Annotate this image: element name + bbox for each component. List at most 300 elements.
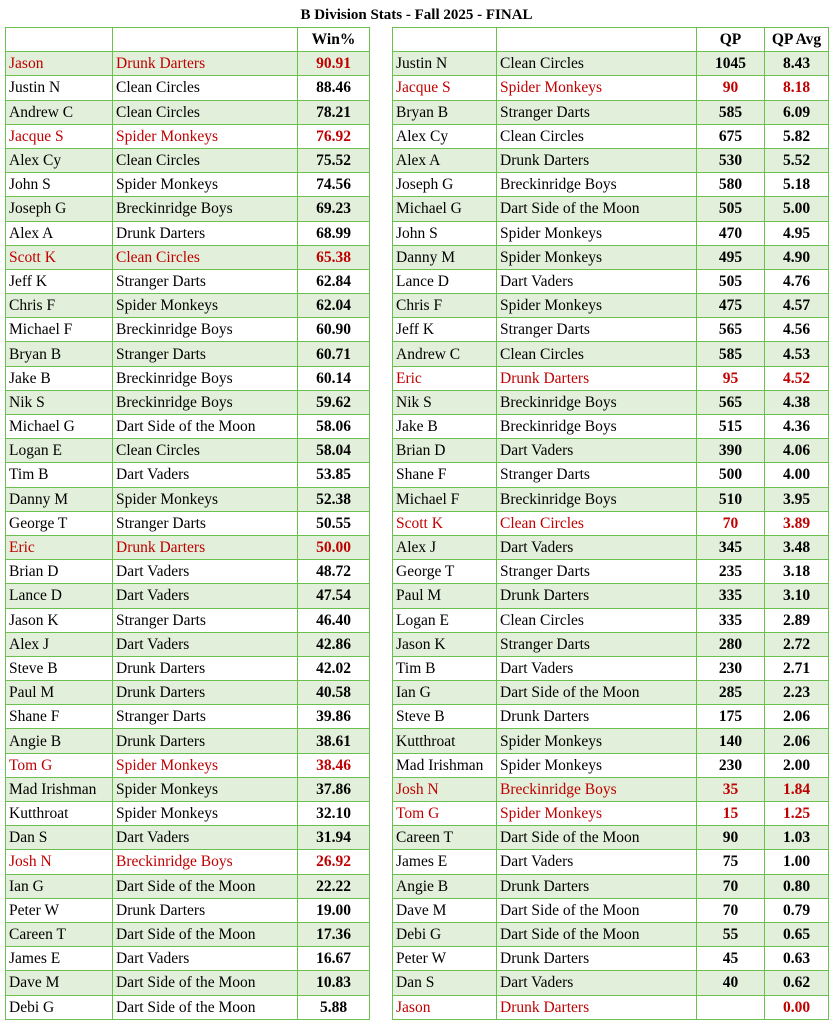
quality-points-cell: 40 [697,971,765,995]
player-name-cell: Debi G [393,922,497,946]
win-percentage-cell: 69.23 [298,197,370,221]
table-row [393,802,829,826]
table-row [6,148,370,172]
win-percentage-cell: 68.99 [298,221,370,245]
win-percentage-cell: 75.52 [298,148,370,172]
quality-points-cell: 565 [697,318,765,342]
team-name-cell: Drunk Darters [113,681,298,705]
quality-points-cell: 475 [697,294,765,318]
player-name-cell: Lance D [6,584,113,608]
qp-average-cell: 2.89 [765,608,829,632]
quality-points-cell [697,995,765,1019]
qp-average-cell: 2.71 [765,656,829,680]
qp-average-cell: 4.53 [765,342,829,366]
team-name-cell: Spider Monkeys [497,76,697,100]
table-row [393,850,829,874]
player-name-cell: Debi G [6,995,113,1019]
team-name-cell: Dart Vaders [113,826,298,850]
team-name-cell: Dart Side of the Moon [113,415,298,439]
player-name-cell: Kutthroat [393,729,497,753]
qp-average-cell: 1.03 [765,826,829,850]
table-row [6,560,370,584]
win-percentage-cell: 37.86 [298,777,370,801]
player-name-cell: Michael F [6,318,113,342]
table-row [393,76,829,100]
quality-points-cell: 515 [697,415,765,439]
qp-average-cell: 4.76 [765,269,829,293]
team-name-cell: Dart Vaders [497,971,697,995]
table-row [393,584,829,608]
quality-points-cell: 140 [697,729,765,753]
player-name-cell: Jason [6,52,113,76]
player-name-cell: Dan S [393,971,497,995]
team-name-cell: Clean Circles [497,608,697,632]
player-name-cell: Chris F [6,294,113,318]
win-percentage-cell: 74.56 [298,173,370,197]
team-name-cell: Breckinridge Boys [113,318,298,342]
team-name-cell: Drunk Darters [113,52,298,76]
team-name-cell: Breckinridge Boys [113,197,298,221]
team-name-cell: Breckinridge Boys [113,390,298,414]
table-row [6,874,370,898]
win-percentage-cell: 19.00 [298,898,370,922]
team-name-cell: Spider Monkeys [113,487,298,511]
team-name-cell: Drunk Darters [113,221,298,245]
player-name-cell: James E [393,850,497,874]
team-name-cell: Dart Vaders [113,947,298,971]
quality-points-cell: 90 [697,76,765,100]
player-name-cell: Shane F [393,463,497,487]
quality-points-cell: 510 [697,487,765,511]
win-percentage-cell: 26.92 [298,850,370,874]
player-name-cell: Jake B [393,415,497,439]
player-name-cell: Peter W [393,947,497,971]
column-header [6,28,113,52]
player-name-cell: Brian D [6,560,113,584]
win-percentage-cell: 46.40 [298,608,370,632]
player-name-cell: Tom G [6,753,113,777]
win-percentage-cell: 53.85 [298,463,370,487]
team-name-cell: Clean Circles [497,52,697,76]
win-percentage-cell: 58.06 [298,415,370,439]
table-row [6,753,370,777]
team-name-cell: Drunk Darters [497,705,697,729]
player-name-cell: Steve B [6,656,113,680]
player-name-cell: Justin N [6,76,113,100]
player-name-cell: Steve B [393,705,497,729]
table-row [6,124,370,148]
player-name-cell: George T [393,560,497,584]
table-row [393,148,829,172]
qp-average-cell: 4.52 [765,366,829,390]
win-percentage-cell: 5.88 [298,995,370,1019]
table-row [6,294,370,318]
team-name-cell: Stranger Darts [113,608,298,632]
table-row [6,947,370,971]
team-name-cell: Drunk Darters [497,995,697,1019]
player-name-cell: Eric [393,366,497,390]
win-percentage-cell: 60.90 [298,318,370,342]
table-row [393,753,829,777]
table-row [6,415,370,439]
quality-points-cell: 1045 [697,52,765,76]
win-percentage-cell: 50.55 [298,511,370,535]
player-name-cell: Michael G [393,197,497,221]
qp-average-cell: 1.25 [765,802,829,826]
qp-average-cell: 4.57 [765,294,829,318]
table-row [6,100,370,124]
team-name-cell: Breckinridge Boys [113,366,298,390]
table-row [393,826,829,850]
page-title: B Division Stats - Fall 2025 - FINAL [300,7,533,23]
win-percentage-cell: 38.46 [298,753,370,777]
team-name-cell: Spider Monkeys [113,124,298,148]
player-name-cell: Shane F [6,705,113,729]
table-row [393,777,829,801]
quality-points-cell: 15 [697,802,765,826]
qp-average-cell: 0.80 [765,874,829,898]
quality-points-cell: 530 [697,148,765,172]
team-name-cell: Clean Circles [113,100,298,124]
player-name-cell: Nik S [393,390,497,414]
player-name-cell: Peter W [6,898,113,922]
table-row [6,197,370,221]
table-row [6,681,370,705]
quality-points-cell: 580 [697,173,765,197]
win-percentage-cell: 58.04 [298,439,370,463]
team-name-cell: Stranger Darts [113,342,298,366]
quality-points-cell: 285 [697,681,765,705]
team-name-cell: Dart Vaders [113,584,298,608]
table-row [393,681,829,705]
team-name-cell: Dart Side of the Moon [497,922,697,946]
quality-points-cell: 500 [697,463,765,487]
table-row [393,705,829,729]
player-name-cell: Jeff K [393,318,497,342]
qp-average-cell: 5.52 [765,148,829,172]
team-name-cell: Dart Vaders [497,439,697,463]
qp-average-cell: 0.00 [765,995,829,1019]
quality-points-cell: 505 [697,197,765,221]
table-row [6,802,370,826]
qp-average-cell: 5.00 [765,197,829,221]
quality-points-cell: 230 [697,656,765,680]
team-name-cell: Clean Circles [497,342,697,366]
qp-average-cell: 0.65 [765,922,829,946]
column-header: Win% [298,28,370,52]
quality-points-cell: 585 [697,342,765,366]
table-row [393,656,829,680]
table-row [6,922,370,946]
table-row [6,463,370,487]
team-name-cell: Dart Vaders [497,535,697,559]
quality-points-cell: 95 [697,366,765,390]
quality-points-cell: 70 [697,874,765,898]
team-name-cell: Breckinridge Boys [497,390,697,414]
team-name-cell: Spider Monkeys [113,777,298,801]
player-name-cell: Jason [393,995,497,1019]
quality-points-cell: 70 [697,511,765,535]
win-percentage-cell: 50.00 [298,535,370,559]
table-row [393,729,829,753]
player-name-cell: Danny M [393,245,497,269]
table-row [393,922,829,946]
team-name-cell: Stranger Darts [497,560,697,584]
team-name-cell: Clean Circles [113,245,298,269]
player-name-cell: Alex J [6,632,113,656]
quality-points-cell: 70 [697,898,765,922]
quality-points-cell: 505 [697,269,765,293]
team-name-cell: Dart Vaders [497,656,697,680]
win-percentage-cell: 65.38 [298,245,370,269]
win-percentage-cell: 40.58 [298,681,370,705]
team-name-cell: Breckinridge Boys [497,487,697,511]
team-name-cell: Drunk Darters [113,729,298,753]
win-percentage-cell: 59.62 [298,390,370,414]
win-percentage-cell: 78.21 [298,100,370,124]
win-percentage-cell: 42.86 [298,632,370,656]
player-name-cell: Bryan B [6,342,113,366]
table-row [393,463,829,487]
team-name-cell: Breckinridge Boys [497,415,697,439]
qp-average-cell: 4.38 [765,390,829,414]
table-row [393,560,829,584]
qp-average-cell: 4.36 [765,415,829,439]
quality-points-cell: 565 [697,390,765,414]
win-percentage-cell: 10.83 [298,971,370,995]
qp-average-cell: 1.00 [765,850,829,874]
team-name-cell: Drunk Darters [113,535,298,559]
qp-average-cell: 6.09 [765,100,829,124]
team-name-cell: Breckinridge Boys [497,173,697,197]
win-percentage-cell: 60.71 [298,342,370,366]
team-name-cell: Clean Circles [113,148,298,172]
table-row [6,995,370,1019]
team-name-cell: Spider Monkeys [497,221,697,245]
player-name-cell: Angie B [6,729,113,753]
player-name-cell: Jacque S [393,76,497,100]
table-row [393,947,829,971]
player-name-cell: Ian G [393,681,497,705]
quality-points-cell: 235 [697,560,765,584]
team-name-cell: Dart Side of the Moon [497,826,697,850]
player-name-cell: Dan S [6,826,113,850]
qp-average-cell: 2.06 [765,729,829,753]
team-name-cell: Drunk Darters [497,947,697,971]
table-header-row [393,28,829,52]
player-name-cell: Chris F [393,294,497,318]
qp-average-cell: 0.62 [765,971,829,995]
table-row [393,269,829,293]
table-row [6,584,370,608]
team-name-cell: Drunk Darters [113,656,298,680]
team-name-cell: Spider Monkeys [113,753,298,777]
team-name-cell: Dart Side of the Moon [497,898,697,922]
quality-points-cell: 75 [697,850,765,874]
player-name-cell: Bryan B [393,100,497,124]
player-name-cell: Mad Irishman [393,753,497,777]
player-name-cell: Joseph G [393,173,497,197]
team-name-cell: Dart Side of the Moon [113,874,298,898]
quality-points-cell: 335 [697,608,765,632]
table-row [393,390,829,414]
team-name-cell: Stranger Darts [113,705,298,729]
team-name-cell: Dart Vaders [113,560,298,584]
player-name-cell: Ian G [6,874,113,898]
team-name-cell: Breckinridge Boys [497,777,697,801]
table-row [6,318,370,342]
team-name-cell: Spider Monkeys [497,802,697,826]
quality-points-cell: 345 [697,535,765,559]
team-name-cell: Stranger Darts [497,463,697,487]
qp-average-cell: 3.18 [765,560,829,584]
qp-average-cell: 2.00 [765,753,829,777]
table-row [393,898,829,922]
player-name-cell: Mad Irishman [6,777,113,801]
table-row [6,269,370,293]
win-percentage-cell: 42.02 [298,656,370,680]
player-name-cell: Careen T [6,922,113,946]
player-name-cell: Jacque S [6,124,113,148]
table-row [6,245,370,269]
table-row [6,898,370,922]
team-name-cell: Drunk Darters [497,584,697,608]
qp-average-cell: 3.10 [765,584,829,608]
player-name-cell: Logan E [393,608,497,632]
qp-average-cell: 8.43 [765,52,829,76]
qp-average-cell: 4.06 [765,439,829,463]
table-row [6,511,370,535]
quality-points-cell: 45 [697,947,765,971]
quality-points-cell: 55 [697,922,765,946]
table-row [393,173,829,197]
table-row [393,608,829,632]
player-name-cell: Jason K [6,608,113,632]
table-row [6,439,370,463]
team-name-cell: Dart Vaders [497,269,697,293]
player-name-cell: James E [6,947,113,971]
team-name-cell: Stranger Darts [113,269,298,293]
table-row [393,342,829,366]
team-name-cell: Drunk Darters [497,148,697,172]
team-name-cell: Drunk Darters [113,898,298,922]
win-percentage-cell: 39.86 [298,705,370,729]
quality-points-cell: 495 [697,245,765,269]
qp-average-cell: 0.63 [765,947,829,971]
quality-points-cell: 675 [697,124,765,148]
player-name-cell: Jake B [6,366,113,390]
win-percentage-cell: 88.46 [298,76,370,100]
player-name-cell: Josh N [6,850,113,874]
table-row [6,632,370,656]
table-row [393,52,829,76]
team-name-cell: Clean Circles [113,439,298,463]
team-name-cell: Spider Monkeys [497,729,697,753]
team-name-cell: Clean Circles [497,511,697,535]
table-row [6,221,370,245]
team-name-cell: Dart Side of the Moon [113,922,298,946]
column-header [393,28,497,52]
qp-average-cell: 2.72 [765,632,829,656]
qp-average-cell: 4.00 [765,463,829,487]
player-name-cell: Paul M [393,584,497,608]
table-row [6,656,370,680]
player-name-cell: Lance D [393,269,497,293]
win-percentage-cell: 38.61 [298,729,370,753]
table-row [6,342,370,366]
team-name-cell: Spider Monkeys [497,753,697,777]
win-percentage-cell: 32.10 [298,802,370,826]
player-name-cell: Nik S [6,390,113,414]
table-row [6,971,370,995]
player-name-cell: Brian D [393,439,497,463]
table-row [6,608,370,632]
player-name-cell: Michael F [393,487,497,511]
player-name-cell: Alex Cy [6,148,113,172]
team-name-cell: Spider Monkeys [113,294,298,318]
player-name-cell: John S [393,221,497,245]
team-name-cell: Clean Circles [113,76,298,100]
player-name-cell: Jeff K [6,269,113,293]
player-name-cell: Michael G [6,415,113,439]
table-row [393,221,829,245]
win-percentage-cell: 90.91 [298,52,370,76]
player-name-cell: Tom G [393,802,497,826]
team-name-cell: Stranger Darts [497,318,697,342]
quality-points-cell: 470 [697,221,765,245]
table-row [393,995,829,1019]
team-name-cell: Dart Vaders [113,463,298,487]
player-name-cell: Alex J [393,535,497,559]
table-row [6,390,370,414]
table-row [6,487,370,511]
quality-points-cell: 280 [697,632,765,656]
table-row [393,294,829,318]
team-name-cell: Dart Vaders [113,632,298,656]
table-header-row [6,28,370,52]
player-name-cell: Alex Cy [393,124,497,148]
quality-points-table [392,27,829,1020]
quality-points-cell: 175 [697,705,765,729]
win-percentage-cell: 62.84 [298,269,370,293]
qp-average-cell: 0.79 [765,898,829,922]
table-row [6,729,370,753]
table-row [393,487,829,511]
team-name-cell: Stranger Darts [497,100,697,124]
win-percentage-cell: 62.04 [298,294,370,318]
qp-average-cell: 8.18 [765,76,829,100]
team-name-cell: Drunk Darters [497,874,697,898]
win-percentage-cell: 16.67 [298,947,370,971]
table-row [6,705,370,729]
win-percentage-cell: 17.36 [298,922,370,946]
player-name-cell: Scott K [6,245,113,269]
player-name-cell: Kutthroat [6,802,113,826]
player-name-cell: Danny M [6,487,113,511]
table-row [6,826,370,850]
qp-average-cell: 1.84 [765,777,829,801]
table-row [393,535,829,559]
player-name-cell: Joseph G [6,197,113,221]
team-name-cell: Clean Circles [497,124,697,148]
player-name-cell: Andrew C [393,342,497,366]
player-name-cell: Andrew C [6,100,113,124]
column-header [113,28,298,52]
table-row [393,318,829,342]
player-name-cell: Scott K [393,511,497,535]
player-name-cell: Dave M [6,971,113,995]
table-row [6,777,370,801]
